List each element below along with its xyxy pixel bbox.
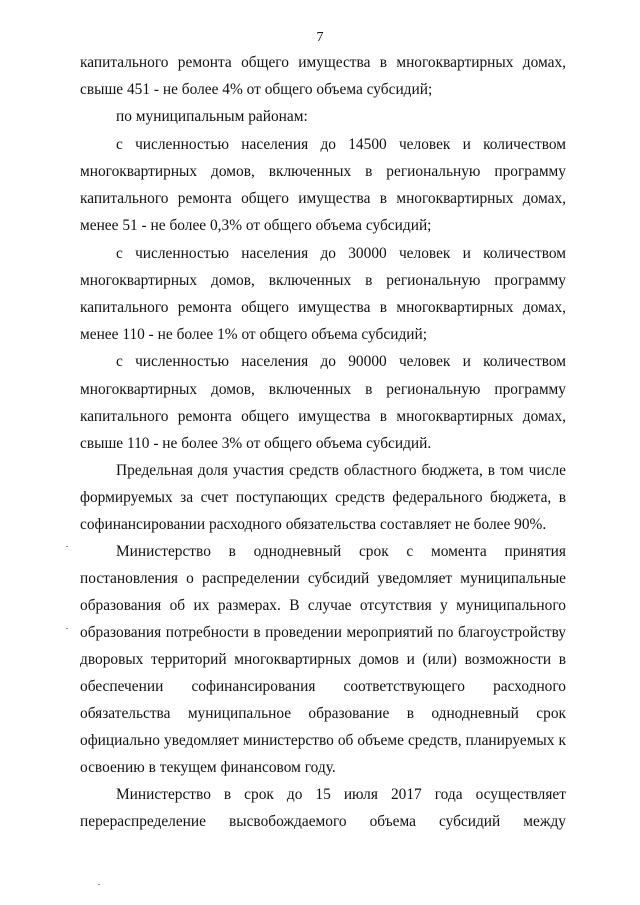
- text-line: многоквартирных домов, включенных в региональную программу: [80, 163, 566, 180]
- text-line: многоквартирных домов, включенных в региональную программу: [80, 272, 566, 289]
- text-line: софинансировании расходного обязательства составляет не более 90%.: [80, 516, 547, 533]
- text-line: капитального ремонта общего имущества в многоквартирных домах,: [80, 190, 566, 207]
- text-line: с численностью населения до 30000 человек и количеством: [116, 245, 566, 262]
- text-line: постановления о распределении субсидий уведомляет муниципальные: [80, 570, 566, 587]
- text-line: менее 51 - не более 0,3% от общего объема субсидий;: [80, 217, 432, 234]
- text-line: перераспределение высвобождаемого объема субсидий между: [80, 813, 566, 830]
- text-line: с численностью населения до 14500 человек и количеством: [116, 136, 566, 153]
- text-line: свыше 110 - не более 3% от общего объема субсидий.: [80, 435, 432, 452]
- text-line: дворовых территорий многоквартирных домов и (или) возможности в: [80, 651, 566, 668]
- text-line: капитального ремонта общего имущества в многоквартирных домах,: [80, 408, 566, 425]
- text-line: официально уведомляет министерство об объеме средств, планируемых к: [80, 732, 566, 749]
- page-number: 7: [316, 30, 324, 45]
- text-line: капитального ремонта общего имущества в многоквартирных домах,: [80, 54, 566, 71]
- scan-speck: [66, 546, 68, 547]
- scan-speck: [98, 884, 100, 885]
- text-line: обязательства муниципальное образование в однодневный срок: [80, 705, 566, 722]
- text-line: Министерство в срок до 15 июля 2017 года осуществляет: [116, 786, 566, 803]
- text-line: по муниципальным районам:: [116, 108, 308, 125]
- text-line: обеспечении софинансирования соответствующего расходного: [80, 678, 566, 695]
- text-line: образования потребности в проведении мероприятий по благоустройству: [80, 624, 566, 641]
- text-line: формируемых за счет поступающих средств федерального бюджета, в: [80, 489, 566, 506]
- text-line: капитального ремонта общего имущества в многоквартирных домах,: [80, 299, 566, 316]
- text-line: свыше 451 - не более 4% от общего объема субсидий;: [80, 81, 433, 98]
- text-line: Предельная доля участия средств областного бюджета, в том числе: [116, 462, 566, 479]
- text-line: Министерство в однодневный срок с момента принятия: [116, 543, 566, 560]
- text-line: менее 110 - не более 1% от общего объема субсидий;: [80, 326, 428, 343]
- text-line: освоению в текущем финансовом году.: [80, 759, 336, 776]
- scan-speck: [66, 628, 68, 629]
- text-line: образования об их размерах. В случае отсутствия у муниципального: [80, 597, 566, 614]
- text-line: с численностью населения до 90000 человек и количеством: [116, 353, 566, 370]
- text-line: многоквартирных домов, включенных в региональную программу: [80, 381, 566, 398]
